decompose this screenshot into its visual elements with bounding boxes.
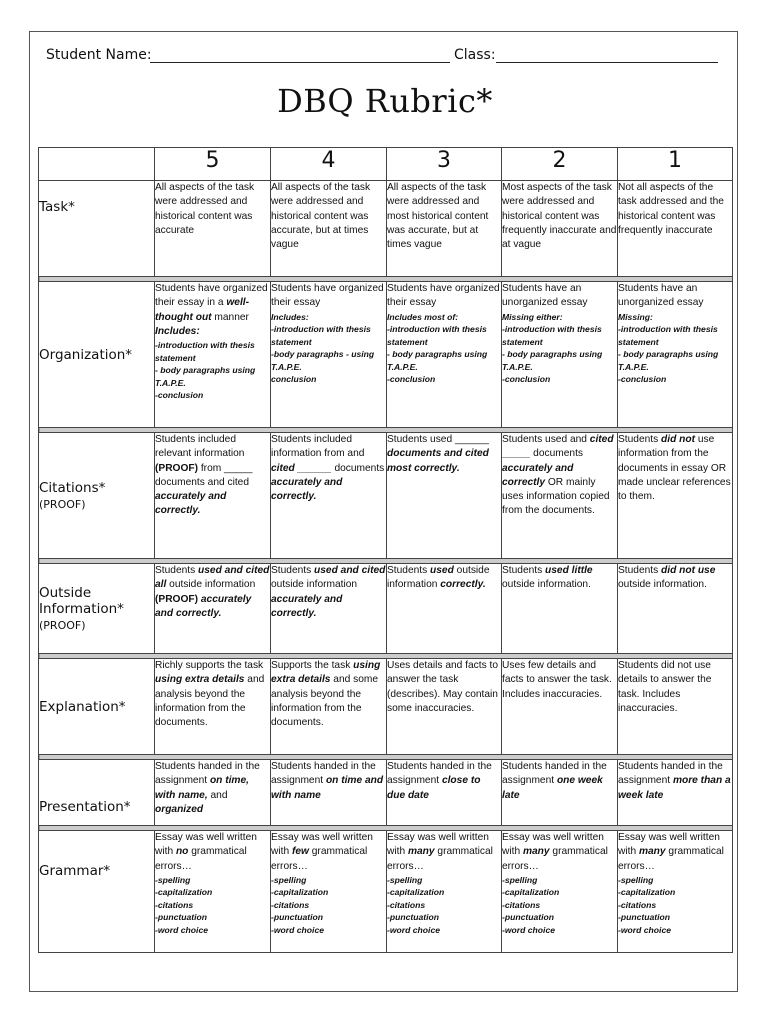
criterion-grammar: Grammar* [39,831,155,953]
rubric-cell: Students did not use information from the documents in essay OR made unclear references to them. [618,433,733,559]
rubric-row-citations [39,433,733,559]
score-4-header: 4 [271,148,387,181]
rubric-row-task [39,181,733,277]
page-title: DBQ Rubric* [277,82,493,120]
student-info-line [46,45,726,67]
rubric-cell: Students used little outside information. [502,564,618,654]
rubric-cell: Essay was well written with many grammatical errors… -spelling -capitalization -citations -punctuation -word choice [618,831,733,953]
rubric-cell: Supports the task using extra details and some analysis beyond the information from the documents. [271,659,387,755]
rubric-cell: Students have organized their essay Includes: -introduction with thesis statement -body paragraphs - using T.A.P.E. conclusion [271,282,387,428]
rubric-cell: Students did not use outside information. [618,564,733,654]
corner-cell [39,148,155,181]
criterion-organization: Organization* [39,282,155,428]
rubric-cell: Students handed in the assignment on time and with name [271,760,387,826]
rubric-cell: Students have an unorganized essay Missing either: -introduction with thesis statement - body paragraphs using T.A.P.E. -conclusion [502,282,618,428]
rubric-cell: Uses few details and facts to answer the task. Includes inaccuracies. [502,659,618,755]
rubric-cell: Students handed in the assignment one week late [502,760,618,826]
rubric-cell: Students handed in the assignment close to due date [387,760,502,826]
rubric-cell: All aspects of the task were addressed and historical content was accurate [155,181,271,277]
rubric-cell: Students handed in the assignment on time, with name, and organized [155,760,271,826]
rubric-cell: Essay was well written with no grammatical errors… -spelling -capitalization -citations -punctuation -word choice [155,831,271,953]
score-header-row [39,148,733,181]
rubric-cell: Students have organized their essay in a well-thought out manner Includes: -introduction with thesis statement - body paragraphs using T.A.P.E. -conclusion [155,282,271,428]
rubric-cell: Essay was well written with many grammatical errors… -spelling -capitalization -citations -punctuation -word choice [502,831,618,953]
rubric-cell: Students have organized their essay Includes most of: -introduction with thesis statement - body paragraphs using T.A.P.E. -conclusion [387,282,502,428]
rubric-cell: All aspects of the task were addressed and most historical content was accurate, but at times vague [387,181,502,277]
rubric-cell: Students used outside information correctly. [387,564,502,654]
rubric-cell: Students included information from and cited ______ documents accurately and correctly. [271,433,387,559]
rubric-cell: Students handed in the assignment more than a week late [618,760,733,826]
rubric-cell: Students used and cited outside information accurately and correctly. [271,564,387,654]
rubric-cell: All aspects of the task were addressed and historical content was accurate, but at times vague [271,181,387,277]
rubric-cell: Students used and cited _____ documents accurately and correctly OR mainly uses information copied from the documents. [502,433,618,559]
criterion-task: Task* [39,181,155,277]
rubric-cell: Uses details and facts to answer the task (describes). May contain some inaccuracies. [387,659,502,755]
rubric-cell: Students did not use details to answer the task. Includes inaccuracies. [618,659,733,755]
rubric-cell: Students used ______ documents and cited most correctly. [387,433,502,559]
rubric-row-presentation [39,760,733,826]
class-field[interactable] [496,62,718,63]
rubric-cell: Essay was well written with few grammatical errors… -spelling -capitalization -citations -punctuation -word choice [271,831,387,953]
rubric-cell: Students included relevant information (PROOF) from _____ documents and cited accurately and correctly. [155,433,271,559]
score-5-header: 5 [155,148,271,181]
rubric-row-outside-information [39,564,733,654]
rubric-row-grammar [39,831,733,953]
rubric-cell: Students used and cited all outside information (PROOF) accurately and correctly. [155,564,271,654]
class-label: Class: [454,47,496,63]
rubric-cell: Students have an unorganized essay Missing: -introduction with thesis statement - body paragraphs using T.A.P.E. -conclusion [618,282,733,428]
rubric-cell: Richly supports the task using extra details and analysis beyond the information from the documents. [155,659,271,755]
rubric-cell: Essay was well written with many grammatical errors… -spelling -capitalization -citations -punctuation -word choice [387,831,502,953]
criterion-citations: Citations* (PROOF) [39,433,155,559]
score-3-header: 3 [387,148,502,181]
criterion-presentation: Presentation* [39,760,155,826]
criterion-outside-information: Outside Information* (PROOF) [39,564,155,654]
score-2-header: 2 [502,148,618,181]
rubric-row-explanation [39,659,733,755]
student-name-field[interactable] [150,62,450,63]
rubric-cell: Not all aspects of the task addressed and the historical content was frequently inaccurate [618,181,733,277]
rubric-cell: Most aspects of the task were addressed and historical content was frequently inaccurate and at vague [502,181,618,277]
student-name-label: Student Name: [46,47,152,63]
criterion-explanation: Explanation* [39,659,155,755]
rubric-table [38,147,733,953]
score-1-header: 1 [618,148,733,181]
rubric-row-organization [39,282,733,428]
